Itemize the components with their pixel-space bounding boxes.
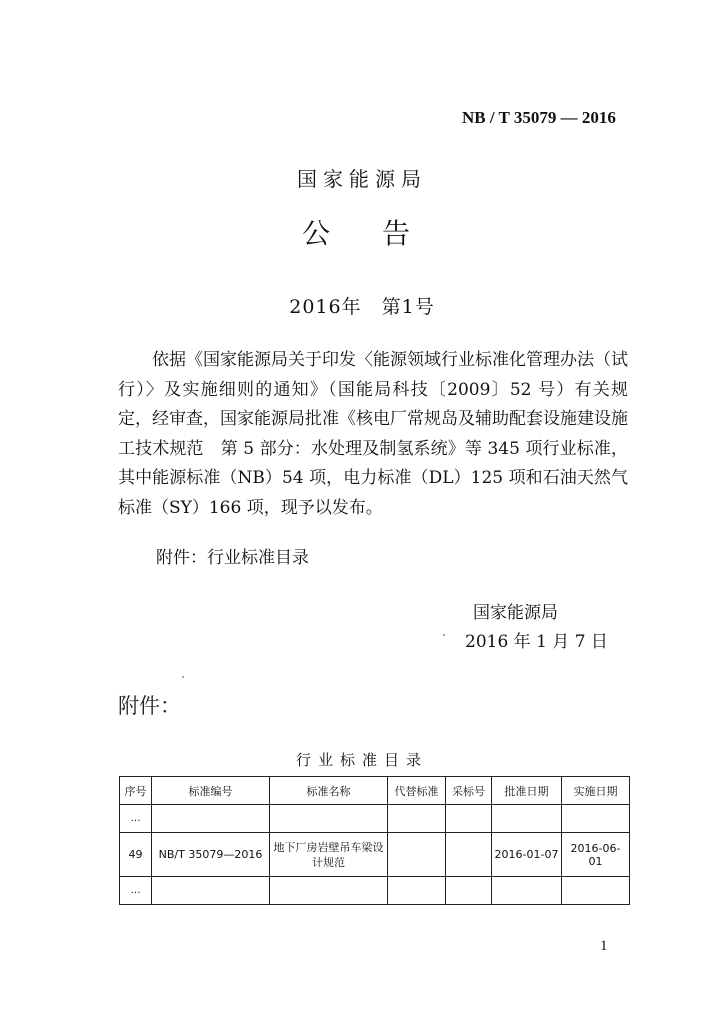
column-header: 序号 <box>120 777 152 805</box>
column-header: 代替标准 <box>388 777 446 805</box>
table-header-row <box>120 777 630 805</box>
signature-organization: 国家能源局 <box>473 603 558 623</box>
table-row <box>120 877 630 905</box>
standard-number: NB / T 35079 — 2016 <box>462 108 616 127</box>
column-header: 标准编号 <box>152 777 270 805</box>
column-header: 采标号 <box>446 777 492 805</box>
table-cell <box>388 833 446 877</box>
table-cell <box>492 877 562 905</box>
table-cell <box>446 805 492 833</box>
catalog-table-title: 行业标准目录 <box>295 751 428 769</box>
attachment-note: 附件：行业标准目录 <box>156 548 309 568</box>
table-cell: 2016-01-07 <box>492 833 562 877</box>
table-cell <box>152 805 270 833</box>
table-cell: 49 <box>120 833 152 877</box>
table-cell <box>562 805 630 833</box>
table-cell <box>446 833 492 877</box>
table-cell <box>152 877 270 905</box>
notice-issuer: 国家能源局 <box>297 167 427 191</box>
scan-speck <box>182 676 184 678</box>
table-cell: … <box>120 805 152 833</box>
table-cell <box>388 805 446 833</box>
scan-speck <box>443 634 445 636</box>
signature-date: 2016 年 1 月 7 日 <box>465 632 608 652</box>
table-cell: 2016-06-01 <box>562 833 630 877</box>
standards-catalog-table <box>119 776 630 905</box>
table-cell <box>270 877 388 905</box>
table-cell <box>492 805 562 833</box>
page-number: 1 <box>600 938 608 954</box>
table-row <box>120 805 630 833</box>
table-cell: 地下厂房岩壁吊车梁设计规范 <box>270 833 388 877</box>
notice-issue-number: 2016年 第1号 <box>289 296 435 318</box>
table-cell <box>562 877 630 905</box>
table-cell: … <box>120 877 152 905</box>
column-header: 标准名称 <box>270 777 388 805</box>
notice-body: 依据《国家能源局关于印发〈能源领域行业标准化管理办法（试行）〉及实施细则的通知》（国能局科技〔2009〕52 号）有关规定，经审查，国家能源局批准《核电厂常规岛及辅助配套设施建设施工技术规范 第 5 部分：水处理及制氢系统》等 345 项行业标准，其中能源标准（NB）54 项，电力标准（DL）125 项和石油天然气标准（SY）166 项，现予以发布。 <box>118 350 628 518</box>
table-cell <box>446 877 492 905</box>
column-header: 实施日期 <box>562 777 630 805</box>
notice-title: 公告 <box>301 217 462 250</box>
column-header: 批准日期 <box>492 777 562 805</box>
table-row <box>120 833 630 877</box>
table-cell <box>388 877 446 905</box>
table-cell <box>270 805 388 833</box>
attachment-heading: 附件： <box>118 694 181 718</box>
table-cell: NB/T 35079—2016 <box>152 833 270 877</box>
